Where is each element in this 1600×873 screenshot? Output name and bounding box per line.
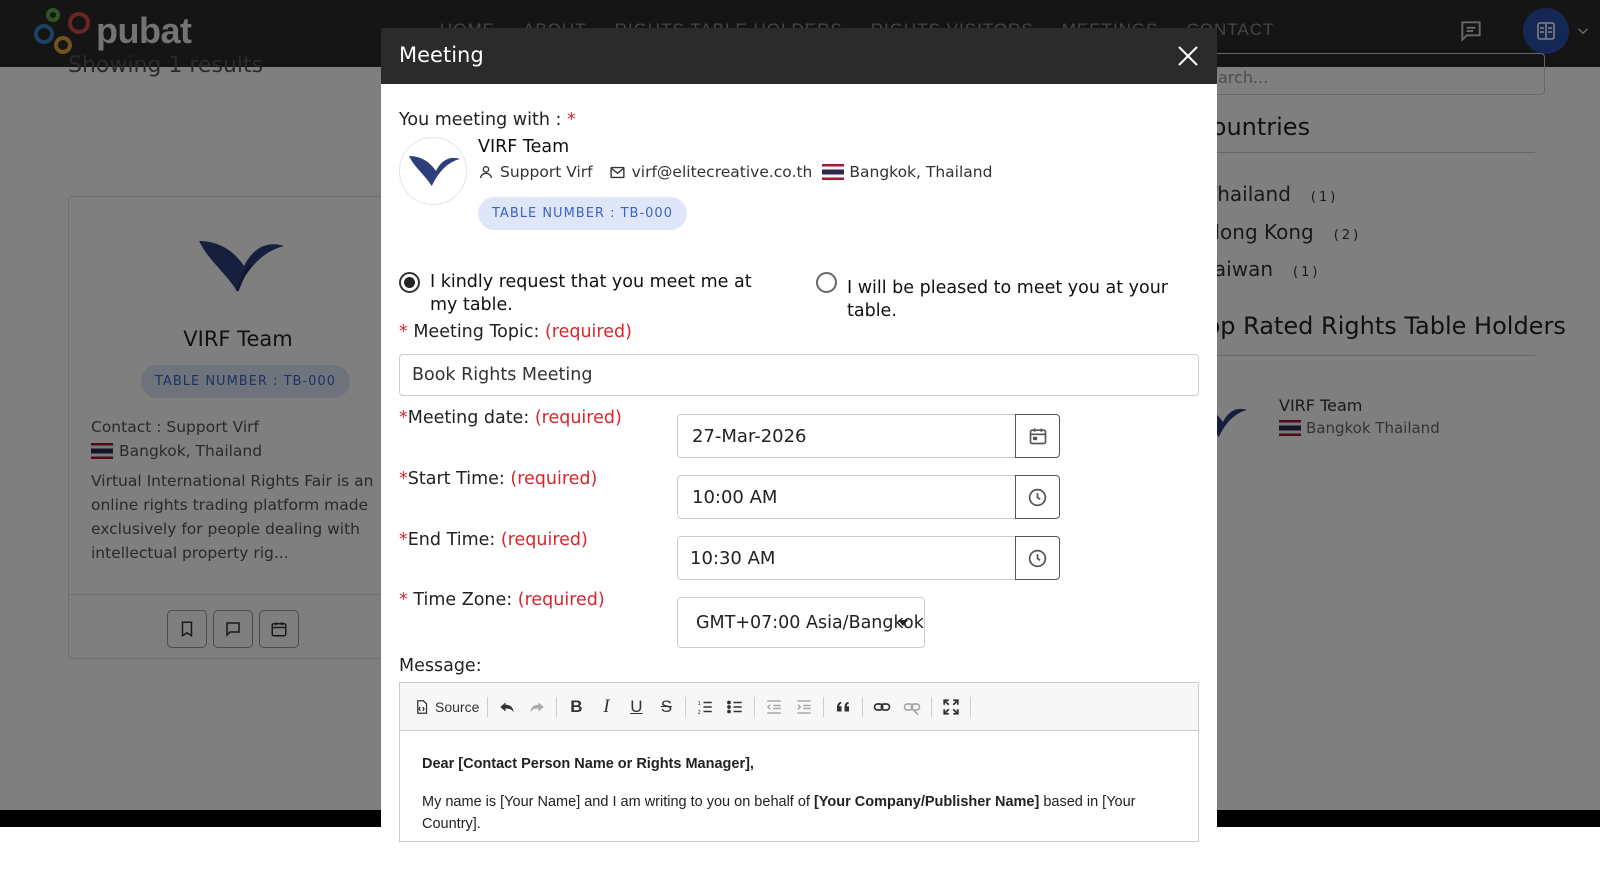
modal-title: Meeting	[399, 43, 484, 67]
close-icon	[1176, 44, 1200, 68]
link-button[interactable]	[867, 693, 897, 721]
date-label: *Meeting date: (required)	[399, 408, 622, 428]
greeting-text: Dear [Contact Person Name or Rights Manager],	[422, 756, 754, 772]
date-picker-button[interactable]	[1015, 414, 1060, 458]
thailand-flag-icon	[822, 164, 844, 180]
meeting-date-input[interactable]: 27-Mar-2026	[677, 414, 1015, 458]
undo-button[interactable]	[492, 693, 522, 721]
quote-icon	[834, 698, 852, 716]
option-meet-at-my-table[interactable]	[399, 271, 779, 317]
link-icon	[873, 698, 891, 716]
maximize-button[interactable]	[936, 693, 966, 721]
outdent-icon	[765, 698, 783, 716]
bold-button[interactable]: B	[570, 696, 583, 716]
end-time-input[interactable]: 10:30 AM	[677, 536, 1015, 580]
meeting-topic-input[interactable]: Book Rights Meeting	[399, 354, 1199, 396]
modal-header	[381, 28, 1217, 84]
visitor-contact: Support Virf	[500, 163, 593, 181]
caret-down-icon	[898, 620, 908, 626]
blockquote-button[interactable]	[828, 693, 858, 721]
topic-label: * Meeting Topic: (required)	[399, 322, 632, 342]
timezone-value: GMT+07:00 Asia/Bangkok	[696, 612, 924, 633]
indent-icon	[795, 698, 813, 716]
start-time-group	[677, 475, 1060, 519]
source-button[interactable]: Source	[414, 693, 483, 721]
message-label: Message:	[399, 656, 482, 676]
italic-button[interactable]: I	[603, 695, 610, 717]
visitor-email: virf@elitecreative.co.th	[631, 163, 813, 181]
calendar-icon	[1028, 426, 1048, 446]
bulleted-list-icon	[726, 698, 744, 716]
virf-logo-icon	[403, 144, 463, 198]
visitor-avatar	[399, 137, 467, 205]
option-my-table-label: I kindly request that you meet me at my table.	[430, 272, 752, 315]
user-icon	[478, 164, 494, 180]
close-button[interactable]	[1176, 44, 1200, 68]
option-meet-at-your-table[interactable]	[816, 271, 1216, 323]
start-time-picker-button[interactable]	[1015, 475, 1060, 519]
timezone-label: * Time Zone: (required)	[399, 590, 605, 610]
indent-button[interactable]	[789, 693, 819, 721]
redo-icon	[528, 698, 546, 716]
maximize-icon	[942, 698, 960, 716]
redo-button[interactable]	[522, 693, 552, 721]
numbered-list-icon	[696, 698, 714, 716]
meeting-modal	[381, 28, 1217, 832]
svg-text:1: 1	[697, 700, 702, 707]
unlink-button[interactable]	[897, 693, 927, 721]
editor-content[interactable]	[400, 731, 1198, 873]
message-editor	[399, 682, 1199, 842]
meeting-date-group	[677, 414, 1060, 458]
bulleted-list-button[interactable]	[720, 693, 750, 721]
meeting-with-label: You meeting with : *	[399, 110, 576, 130]
visitor-location: Bangkok, Thailand	[849, 163, 993, 181]
intro-paragraph: My name is [Your Name] and I am writing to you on behalf of [Your Company/Publisher Name] based in [Your Country].	[422, 794, 1136, 832]
numbered-list-button[interactable]	[690, 693, 720, 721]
undo-icon	[498, 698, 516, 716]
visitor-meta	[478, 163, 992, 181]
option-your-table-label: I will be pleased to meet you at your table.	[847, 278, 1168, 321]
clock-icon	[1027, 548, 1048, 569]
radio-your-table[interactable]	[816, 272, 837, 293]
mail-icon	[609, 164, 626, 181]
svg-text:2: 2	[697, 709, 702, 716]
end-time-group	[677, 536, 1060, 580]
start-time-input[interactable]: 10:00 AM	[677, 475, 1015, 519]
timezone-select[interactable]	[677, 597, 925, 648]
editor-toolbar	[400, 683, 1198, 731]
source-icon	[414, 699, 429, 715]
start-time-label: *Start Time: (required)	[399, 469, 598, 489]
end-time-label: *End Time: (required)	[399, 530, 588, 550]
visitor-name: VIRF Team	[478, 137, 570, 157]
strikethrough-button[interactable]: S	[660, 696, 673, 716]
table-number-badge: TABLE NUMBER : TB-000	[478, 197, 687, 230]
underline-button[interactable]: U	[630, 696, 643, 716]
end-time-picker-button[interactable]	[1015, 536, 1060, 580]
clock-icon	[1027, 487, 1048, 508]
unlink-icon	[903, 698, 921, 716]
outdent-button[interactable]	[759, 693, 789, 721]
radio-my-table[interactable]	[399, 272, 420, 293]
